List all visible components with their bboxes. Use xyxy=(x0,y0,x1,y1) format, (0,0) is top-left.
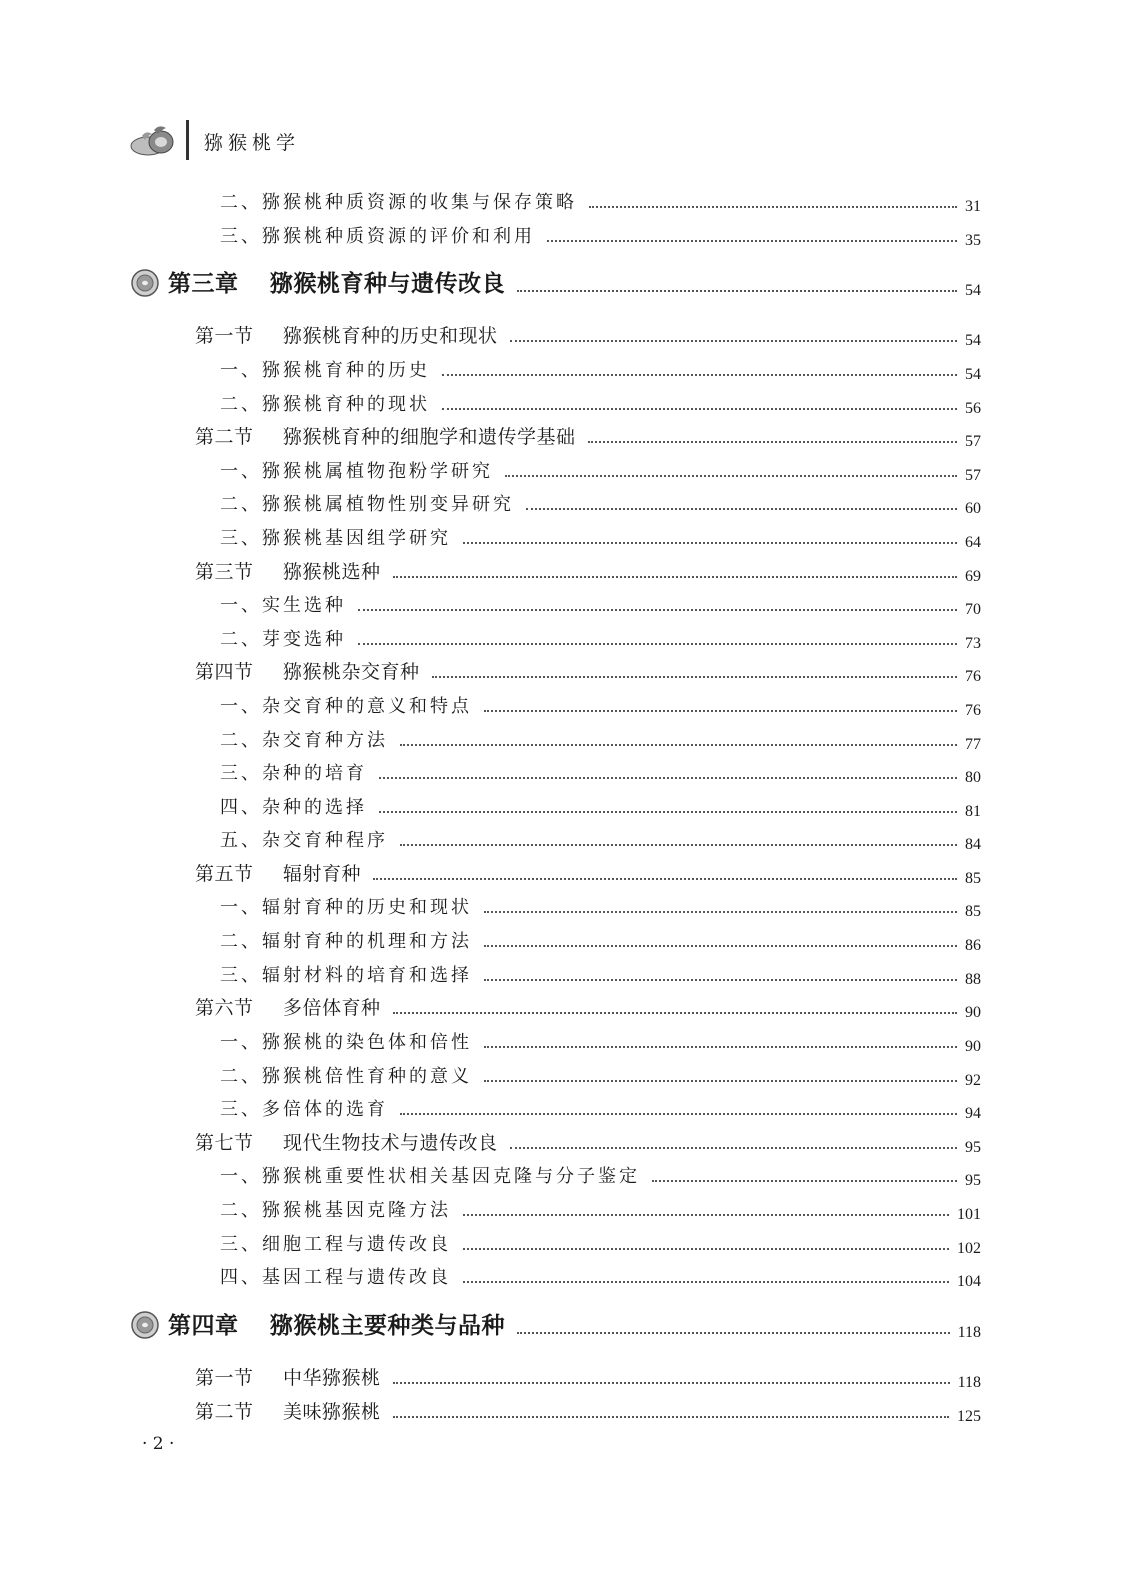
toc-page-number: 73 xyxy=(965,635,981,652)
toc-item-row xyxy=(0,959,1133,991)
dot-leader xyxy=(463,1214,949,1216)
dot-leader xyxy=(526,508,957,510)
toc-item-label: 三、辐射材料的培育和选择 xyxy=(220,965,472,986)
dot-leader xyxy=(400,1113,957,1115)
section-heading xyxy=(195,321,498,348)
section-heading xyxy=(195,657,420,684)
toc-item-row xyxy=(0,354,1133,386)
toc-page-number: 92 xyxy=(965,1072,981,1089)
toc-page-number: 84 xyxy=(965,836,981,853)
toc-page-number: 95 xyxy=(965,1172,981,1189)
toc-item-row xyxy=(0,623,1133,655)
toc-item-row xyxy=(0,488,1133,520)
dot-leader xyxy=(393,576,957,578)
dot-leader xyxy=(517,1332,950,1334)
toc-section-row xyxy=(0,858,1133,890)
toc-page-number: 104 xyxy=(957,1273,981,1290)
toc-item-row xyxy=(0,522,1133,554)
toc-item-label: 五、杂交育种程序 xyxy=(220,830,388,851)
toc-page-number: 85 xyxy=(965,870,981,887)
dot-leader xyxy=(358,643,957,645)
toc-item-label: 一、辐射育种的历史和现状 xyxy=(220,897,472,918)
chapter-number: 第三章 xyxy=(168,271,239,297)
kiwi-slice-icon xyxy=(130,268,160,298)
toc-item-label: 一、猕猴桃育种的历史 xyxy=(220,360,430,381)
toc-page-number: 94 xyxy=(965,1105,981,1122)
section-number: 第二节 xyxy=(195,1401,254,1423)
toc-section-row xyxy=(0,1127,1133,1159)
toc-item-row xyxy=(0,388,1133,420)
page-number: · 2 · xyxy=(142,1434,175,1454)
toc-item-label: 二、芽变选种 xyxy=(220,629,346,650)
header-divider xyxy=(186,120,189,160)
chapter-title: 猕猴桃育种与遗传改良 xyxy=(270,271,505,297)
toc-item-row xyxy=(0,589,1133,621)
section-title: 美味猕猴桃 xyxy=(283,1401,381,1423)
toc-page-number: 118 xyxy=(957,1374,981,1391)
section-title: 猕猴桃育种的细胞学和遗传学基础 xyxy=(283,426,576,448)
section-title: 猕猴桃育种的历史和现状 xyxy=(283,325,498,347)
dot-leader xyxy=(393,1382,950,1384)
dot-leader xyxy=(505,475,957,477)
section-title: 辐射育种 xyxy=(283,863,362,885)
toc-item-row xyxy=(0,186,1133,218)
dot-leader xyxy=(358,609,957,611)
toc-item-label: 二、猕猴桃倍性育种的意义 xyxy=(220,1066,472,1087)
dot-leader xyxy=(484,710,957,712)
toc-item-row xyxy=(0,925,1133,957)
section-heading xyxy=(195,1397,381,1424)
section-title: 猕猴桃选种 xyxy=(283,561,381,583)
toc-item-row xyxy=(0,1194,1133,1226)
toc-page-number: 76 xyxy=(965,702,981,719)
dot-leader xyxy=(432,676,957,678)
dot-leader xyxy=(510,1147,957,1149)
toc-section-row xyxy=(0,1396,1133,1428)
toc-section-row xyxy=(0,421,1133,453)
dot-leader xyxy=(379,777,957,779)
section-heading xyxy=(195,859,361,886)
toc-page-number: 77 xyxy=(965,736,981,753)
toc-page-number: 86 xyxy=(965,937,981,954)
toc-section-row xyxy=(0,992,1133,1024)
section-heading xyxy=(195,993,381,1020)
dot-leader xyxy=(484,1080,957,1082)
toc-page-number: 118 xyxy=(957,1324,981,1341)
toc-item-row xyxy=(0,690,1133,722)
toc-section-row xyxy=(0,1362,1133,1394)
book-title: 猕猴桃学 xyxy=(204,132,301,154)
dot-leader xyxy=(373,878,957,880)
dot-leader xyxy=(517,290,957,292)
dot-leader xyxy=(393,1012,957,1014)
chapter-heading xyxy=(168,1307,505,1340)
toc-item-label: 一、杂交育种的意义和特点 xyxy=(220,696,472,717)
toc-item-label: 二、杂交育种方法 xyxy=(220,730,388,751)
toc-page-number: 35 xyxy=(965,232,981,249)
toc-page-number: 31 xyxy=(965,198,981,215)
toc-page-number: 85 xyxy=(965,903,981,920)
toc-page-number: 60 xyxy=(965,500,981,517)
toc-chapter-row xyxy=(0,1312,1133,1344)
toc-page-number: 88 xyxy=(965,971,981,988)
toc-page-number: 56 xyxy=(965,400,981,417)
toc-item-row xyxy=(0,455,1133,487)
dot-leader xyxy=(547,240,957,242)
toc-section-row xyxy=(0,320,1133,352)
toc-item-label: 一、猕猴桃的染色体和倍性 xyxy=(220,1032,472,1053)
dot-leader xyxy=(589,206,957,208)
section-number: 第一节 xyxy=(195,1367,254,1389)
section-heading xyxy=(195,422,576,449)
toc-item-label: 二、猕猴桃种质资源的收集与保存策略 xyxy=(220,192,577,213)
kiwi-slice-icon xyxy=(130,1310,160,1340)
toc-section-row xyxy=(0,556,1133,588)
toc-page-number: 69 xyxy=(965,568,981,585)
section-heading xyxy=(195,1128,498,1155)
dot-leader xyxy=(400,744,957,746)
dot-leader xyxy=(484,945,957,947)
dot-leader xyxy=(652,1180,957,1182)
section-number: 第一节 xyxy=(195,325,254,347)
toc-page-number: 57 xyxy=(965,433,981,450)
section-number: 第二节 xyxy=(195,426,254,448)
dot-leader xyxy=(588,441,957,443)
toc-item-row xyxy=(0,220,1133,252)
section-title: 中华猕猴桃 xyxy=(283,1367,381,1389)
toc-item-label: 三、多倍体的选育 xyxy=(220,1099,388,1120)
toc-page-number: 95 xyxy=(965,1139,981,1156)
dot-leader xyxy=(400,844,957,846)
toc-item-label: 三、猕猴桃基因组学研究 xyxy=(220,528,451,549)
toc-item-row xyxy=(0,824,1133,856)
section-heading xyxy=(195,1363,381,1390)
toc-page-number: 102 xyxy=(957,1240,981,1257)
toc-item-label: 三、细胞工程与遗传改良 xyxy=(220,1234,451,1255)
section-heading xyxy=(195,557,381,584)
section-number: 第五节 xyxy=(195,863,254,885)
toc-item-label: 四、基因工程与遗传改良 xyxy=(220,1267,451,1288)
toc-item-label: 四、杂种的选择 xyxy=(220,797,367,818)
toc-item-row xyxy=(0,1228,1133,1260)
section-title: 现代生物技术与遗传改良 xyxy=(283,1132,498,1154)
toc-item-row xyxy=(0,1261,1133,1293)
toc-page-number: 80 xyxy=(965,769,981,786)
toc-chapter-row xyxy=(0,270,1133,302)
toc-item-label: 三、杂种的培育 xyxy=(220,763,367,784)
toc-item-label: 一、实生选种 xyxy=(220,595,346,616)
toc-item-row xyxy=(0,757,1133,789)
toc-item-label: 三、猕猴桃种质资源的评价和利用 xyxy=(220,226,535,247)
toc-item-row xyxy=(0,1160,1133,1192)
dot-leader xyxy=(442,408,957,410)
toc-item-label: 二、辐射育种的机理和方法 xyxy=(220,931,472,952)
dot-leader xyxy=(442,374,957,376)
section-title: 猕猴桃杂交育种 xyxy=(283,661,420,683)
toc-page-number: 54 xyxy=(965,282,981,299)
kiwi-fruit-logo-icon xyxy=(128,122,178,158)
section-number: 第七节 xyxy=(195,1132,254,1154)
toc-item-row xyxy=(0,1026,1133,1058)
section-number: 第四节 xyxy=(195,661,254,683)
section-number: 第三节 xyxy=(195,561,254,583)
toc-page-number: 76 xyxy=(965,668,981,685)
toc-page-number: 57 xyxy=(965,467,981,484)
dot-leader xyxy=(510,340,957,342)
dot-leader xyxy=(484,911,957,913)
toc-item-label: 二、猕猴桃基因克隆方法 xyxy=(220,1200,451,1221)
section-number: 第六节 xyxy=(195,997,254,1019)
toc-page-number: 125 xyxy=(957,1408,981,1425)
toc-item-row xyxy=(0,791,1133,823)
toc-page-number: 81 xyxy=(965,803,981,820)
dot-leader xyxy=(484,1046,957,1048)
dot-leader xyxy=(484,979,957,981)
toc-page-number: 101 xyxy=(957,1206,981,1223)
toc-item-row xyxy=(0,1060,1133,1092)
toc-section-row xyxy=(0,656,1133,688)
toc-item-row xyxy=(0,724,1133,756)
toc-item-row xyxy=(0,891,1133,923)
toc-item-label: 二、猕猴桃育种的现状 xyxy=(220,394,430,415)
chapter-title: 猕猴桃主要种类与品种 xyxy=(270,1313,505,1339)
dot-leader xyxy=(463,1248,949,1250)
toc-page-number: 54 xyxy=(965,332,981,349)
chapter-heading xyxy=(168,265,505,298)
toc-item-label: 二、猕猴桃属植物性别变异研究 xyxy=(220,494,514,515)
toc-item-label: 一、猕猴桃重要性状相关基因克隆与分子鉴定 xyxy=(220,1166,640,1187)
dot-leader xyxy=(463,542,957,544)
toc-page-number: 90 xyxy=(965,1038,981,1055)
toc-item-label: 一、猕猴桃属植物孢粉学研究 xyxy=(220,461,493,482)
chapter-number: 第四章 xyxy=(168,1313,239,1339)
dot-leader xyxy=(463,1281,949,1283)
dot-leader xyxy=(393,1416,949,1418)
toc-page-number: 64 xyxy=(965,534,981,551)
section-title: 多倍体育种 xyxy=(283,997,381,1019)
toc-item-row xyxy=(0,1093,1133,1125)
toc-page-number: 70 xyxy=(965,601,981,618)
toc-page-number: 54 xyxy=(965,366,981,383)
toc-page-number: 90 xyxy=(965,1004,981,1021)
dot-leader xyxy=(379,811,957,813)
